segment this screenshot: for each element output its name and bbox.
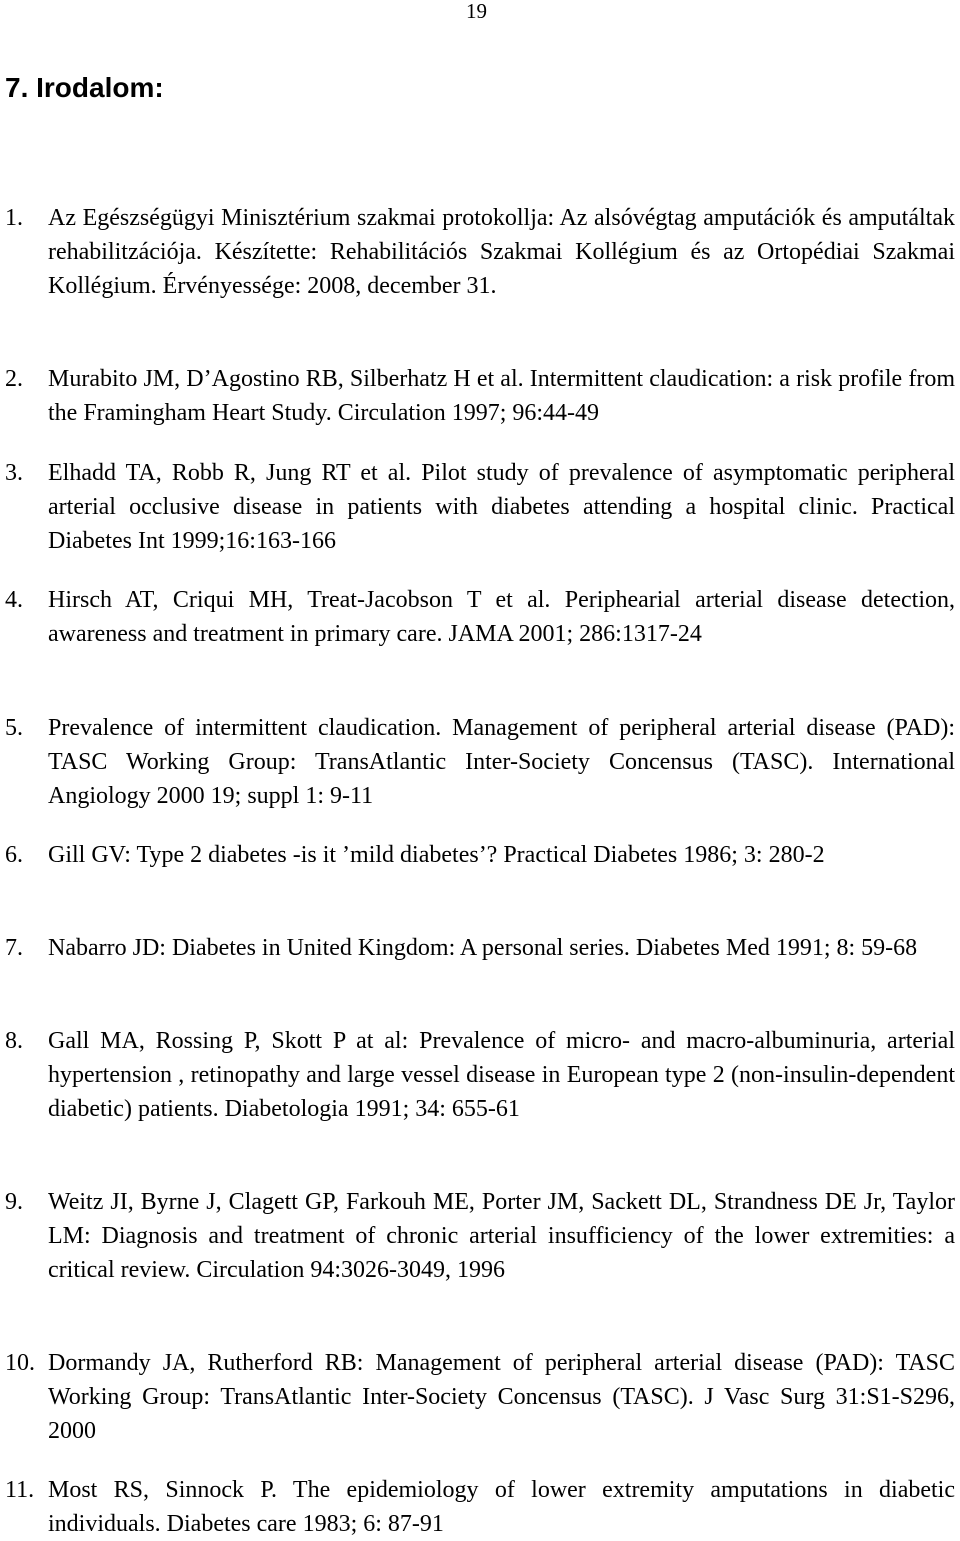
reference-item-8 [5, 1024, 955, 1126]
section-title: 7. Irodalom: [5, 72, 164, 103]
reference-number: 4. [5, 587, 23, 613]
reference-number: 7. [5, 935, 23, 961]
reference-number: 5. [5, 715, 23, 741]
reference-item-4 [5, 583, 955, 651]
reference-item-9 [5, 1185, 955, 1287]
reference-item-3 [5, 456, 955, 558]
reference-item-10 [5, 1346, 955, 1448]
reference-item-1 [5, 201, 955, 303]
reference-item-11 [5, 1473, 955, 1541]
reference-text: Weitz JI, Byrne J, Clagett GP, Farkouh ME, Porter JM, Sackett DL, Strandness DE Jr, Taylor LM: Diagnosis and treatment of chronic arterial insufficiency of the lower extremities: a critical review. Circulation 94:3026-3049, 1996 [48, 1189, 955, 1283]
reference-text: Murabito JM, D’Agostino RB, Silberhatz H et al. Intermittent claudication: a risk profile from the Framingham Heart Study. Circulation 1997; 96:44-49 [48, 366, 955, 426]
reference-text: Az Egészségügyi Minisztérium szakmai protokollja: Az alsóvégtag amputációk és amputáltak rehabilitzációja. Készítette: Rehabilitációs Szakmai Kollégium és az Ortopédiai Szakmai Kollégium. Érvényessége: 2008, december 31. [48, 205, 955, 299]
reference-item-5 [5, 711, 955, 813]
reference-text: Gall MA, Rossing P, Skott P at al: Prevalence of micro- and macro-albuminuria, arterial hypertension , retinopathy and large vessel disease in European type 2 (non-insulin-dependent diabetic) patients. Diabetologia 1991; 34: 655-61 [48, 1028, 955, 1122]
reference-item-7 [5, 931, 955, 965]
reference-number: 10. [5, 1350, 35, 1376]
reference-item-6 [5, 838, 955, 872]
reference-text: Most RS, Sinnock P. The epidemiology of lower extremity amputations in diabetic individuals. Diabetes care 1983; 6: 87-91 [48, 1477, 955, 1537]
reference-text: Elhadd TA, Robb R, Jung RT et al. Pilot study of prevalence of asymptomatic peripheral arterial occlusive disease in patients with diabetes attending a hospital clinic. Practical Diabetes Int 1999;16:163-166 [48, 460, 955, 554]
reference-number: 1. [5, 205, 23, 231]
reference-number: 8. [5, 1028, 23, 1054]
reference-number: 6. [5, 842, 23, 868]
reference-number: 3. [5, 460, 23, 486]
reference-number: 11. [5, 1477, 35, 1503]
reference-number: 2. [5, 366, 23, 392]
reference-text: Gill GV: Type 2 diabetes -is it ’mild diabetes’? Practical Diabetes 1986; 3: 280-2 [48, 842, 825, 868]
reference-text: Hirsch AT, Criqui MH, Treat-Jacobson T et al. Periphearial arterial disease detection, awareness and treatment in primary care. JAMA 2001; 286:1317-24 [48, 587, 955, 647]
page-number: 19 [466, 0, 487, 23]
reference-text: Nabarro JD: Diabetes in United Kingdom: A personal series. Diabetes Med 1991; 8: 59-68 [48, 935, 918, 961]
reference-item-2 [5, 362, 955, 430]
reference-text: Dormandy JA, Rutherford RB: Management of peripheral arterial disease (PAD): TASC Working Group: TransAtlantic Inter-Society Concensus (TASC). J Vasc Surg 31:S1-S296, 2000 [48, 1350, 955, 1444]
reference-number: 9. [5, 1189, 23, 1215]
reference-text: Prevalence of intermittent claudication. Management of peripheral arterial disease (PAD): TASC Working Group: TransAtlantic Inter-Society Concensus (TASC). International Angiology 2000 19; suppl 1: 9-11 [48, 715, 955, 809]
